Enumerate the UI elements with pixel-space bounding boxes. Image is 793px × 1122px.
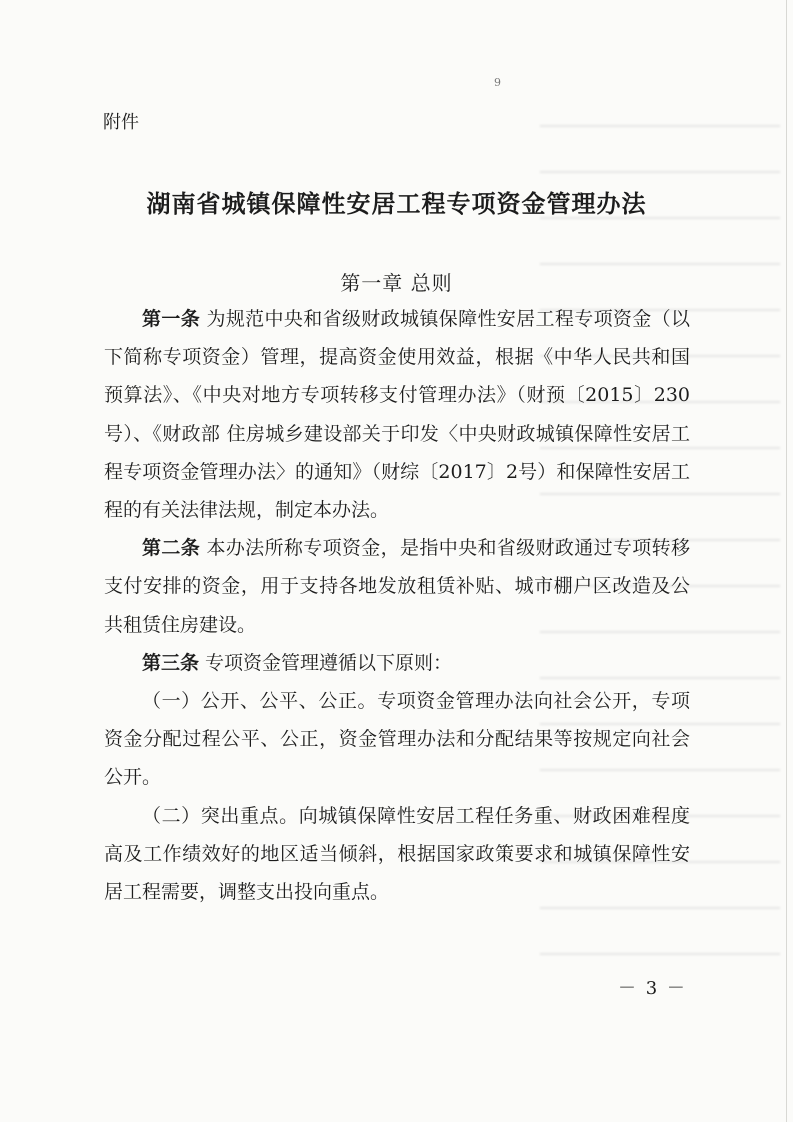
document-title: 湖南省城镇保障性安居工程专项资金管理办法 [146,189,647,218]
article-number: 第二条 [142,537,201,560]
scan-edge-line [786,0,787,1122]
article-text: 为规范中央和省级财政城镇保障性安居工程专项资金（以下简称专项资金）管理，提高资金使用效益，根据《中华人民共和国预算法》、《中央对地方专项转移支付管理办法》（财预〔2015〕230号）、《财政部 住房城乡建设部关于印发〈中央财政城镇保障性安居工程专项资金管理办法〉的通知》（财综〔2017〕2号）和保障性安居工程的有关法律法规，制定本办法。 [104,308,690,522]
article-number: 第三条 [142,651,200,674]
principle-item: （一）公开、公平、公正。专项资金管理办法向社会公开，专项资金分配过程公平、公正，资金管理办法和分配结果等按规定向社会公开。 [104,690,690,789]
article-2 [104,529,690,644]
attachment-label: 附件 [103,112,139,133]
article-1 [104,300,690,529]
chapter-heading: 第一章 总则 [340,271,453,295]
article-3 [104,644,690,682]
page-number: － 3 － [618,978,687,999]
article-number: 第一条 [142,308,201,330]
principle-item: （二）突出重点。向城镇保障性安居工程任务重、财政困难程度高及工作绩效好的地区适当倾斜，根据国家政策要求和城镇保障性安居工程需要，调整支出投向重点。 [104,804,690,904]
document-body [104,300,690,911]
article-text: 专项资金管理遵循以下原则： [199,651,453,674]
stray-mark: 9 [494,76,501,89]
article-text: 本办法所称专项资金，是指中央和省级财政通过专项转移支付安排的资金，用于支持各地发放租赁补贴、城市棚户区改造及公共租赁住房建设。 [104,537,690,636]
